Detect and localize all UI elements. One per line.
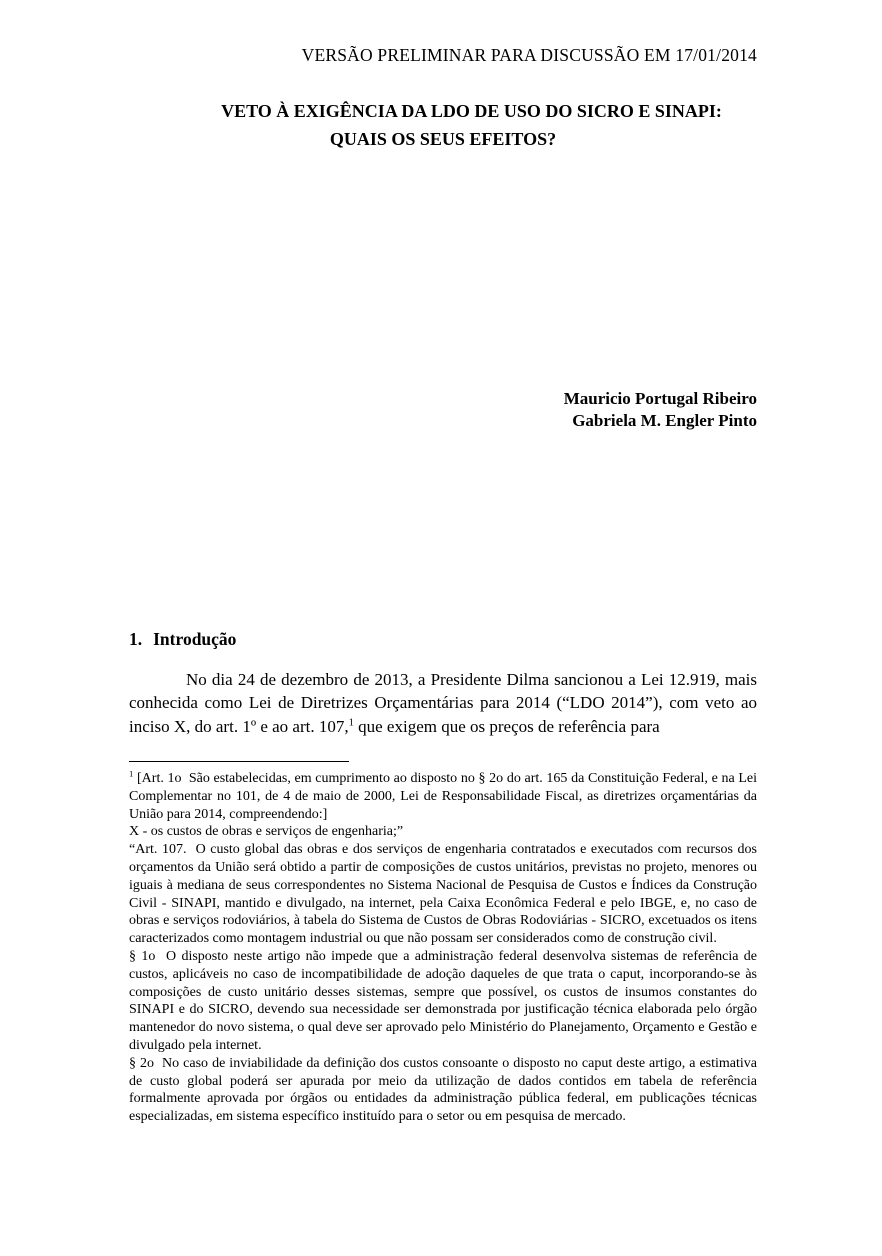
- document-title: [129, 97, 757, 153]
- footnote-paragraph: X - os custos de obras e serviços de engenharia;”: [129, 824, 404, 840]
- section-number: 1.: [129, 629, 143, 649]
- footnote-opening-text: [Art. 1o São estabelecidas, em cumprimento ao disposto no § 2o do art. 165 da Constituição Federal, e na Lei Complementar no 101, de 4 de maio de 2000, Lei de Responsabilidade Fiscal, as diretrizes orçamentárias da União para 2014, compreendendo:]: [129, 771, 757, 822]
- section-heading-introducao: [129, 629, 236, 650]
- footnote-number: 1: [129, 768, 134, 779]
- footnote-paragraph: § 1o O disposto neste artigo não impede que a administração federal desenvolva sistemas de referência de custos, aplicáveis no caso de incompatibilidade de adoção daqueles de que trata o caput, incorporando-se às composições de custo unitário desses sistemas, sempre que possível, os custos de insumos constantes do SINAPI e do SICRO, devendo sua necessidade ser demonstrada por justificação técnica elaborada pelo órgão mantenedor do novo sistema, o qual deve ser aprovado pelo Ministério do Planejamento, Orçamento e Gestão e divulgado pela internet.: [129, 948, 757, 1053]
- intro-paragraph-text-continued: que exigem que os preços de referência para: [353, 716, 660, 736]
- author-name: Mauricio Portugal Ribeiro: [563, 389, 757, 408]
- section-label: Introdução: [153, 629, 237, 649]
- footnote-separator-rule: [129, 761, 349, 762]
- footnote-paragraph: § 2o No caso de inviabilidade da definição dos custos consoante o disposto no caput deste artigo, a estimativa de custo global poderá ser apurada por meio da utilização de dados contidos em tabela de referência formalmente aprovada por órgãos ou entidades da administração pública federal, em publicações técnicas especializadas, em sistema específico instituído para o setor ou em pesquisa de mercado.: [129, 1055, 757, 1125]
- document-title-line-1: VETO À EXIGÊNCIA DA LDO DE USO DO SICRO E SINAPI:: [221, 101, 722, 121]
- footnote-paragraph: [129, 770, 757, 823]
- document-title-line-2: QUAIS OS SEUS EFEITOS?: [329, 129, 557, 149]
- footnote-reference-marker: 1: [348, 717, 354, 729]
- author-name: Gabriela M. Engler Pinto: [572, 410, 757, 430]
- footnote-paragraph: “Art. 107. O custo global das obras e dos serviços de engenharia contratados e executados com recursos dos orçamentos da União será obtido a partir de composições de custos unitários, previstas no projeto, menores ou iguais à mediana de seus correspondentes no Sistema Nacional de Pesquisa de Custos e Índices da Construção Civil - SINAPI, mantido e divulgado, na internet, pela Caixa Econômica Federal e pelo IBGE, e, no caso de obras e serviços rodoviários, à tabela do Sistema de Custos de Obras Rodoviárias - SICRO, excetuados os itens caracterizados como montagem industrial ou que não possam ser considerados como de construção civil.: [129, 842, 757, 947]
- footnote-block: [129, 761, 757, 1126]
- authors-block: [129, 388, 757, 431]
- draft-version-header: VERSÃO PRELIMINAR PARA DISCUSSÃO EM 17/01/2014: [301, 45, 757, 65]
- intro-paragraph: [129, 668, 757, 738]
- intro-paragraph-text: No dia 24 de dezembro de 2013, a Presidente Dilma sancionou a Lei 12.919, mais conhecida como Lei de Diretrizes Orçamentárias para 2014 (“LDO 2014”), com veto ao inciso X, do art. 1º e ao art. 107,: [129, 670, 757, 736]
